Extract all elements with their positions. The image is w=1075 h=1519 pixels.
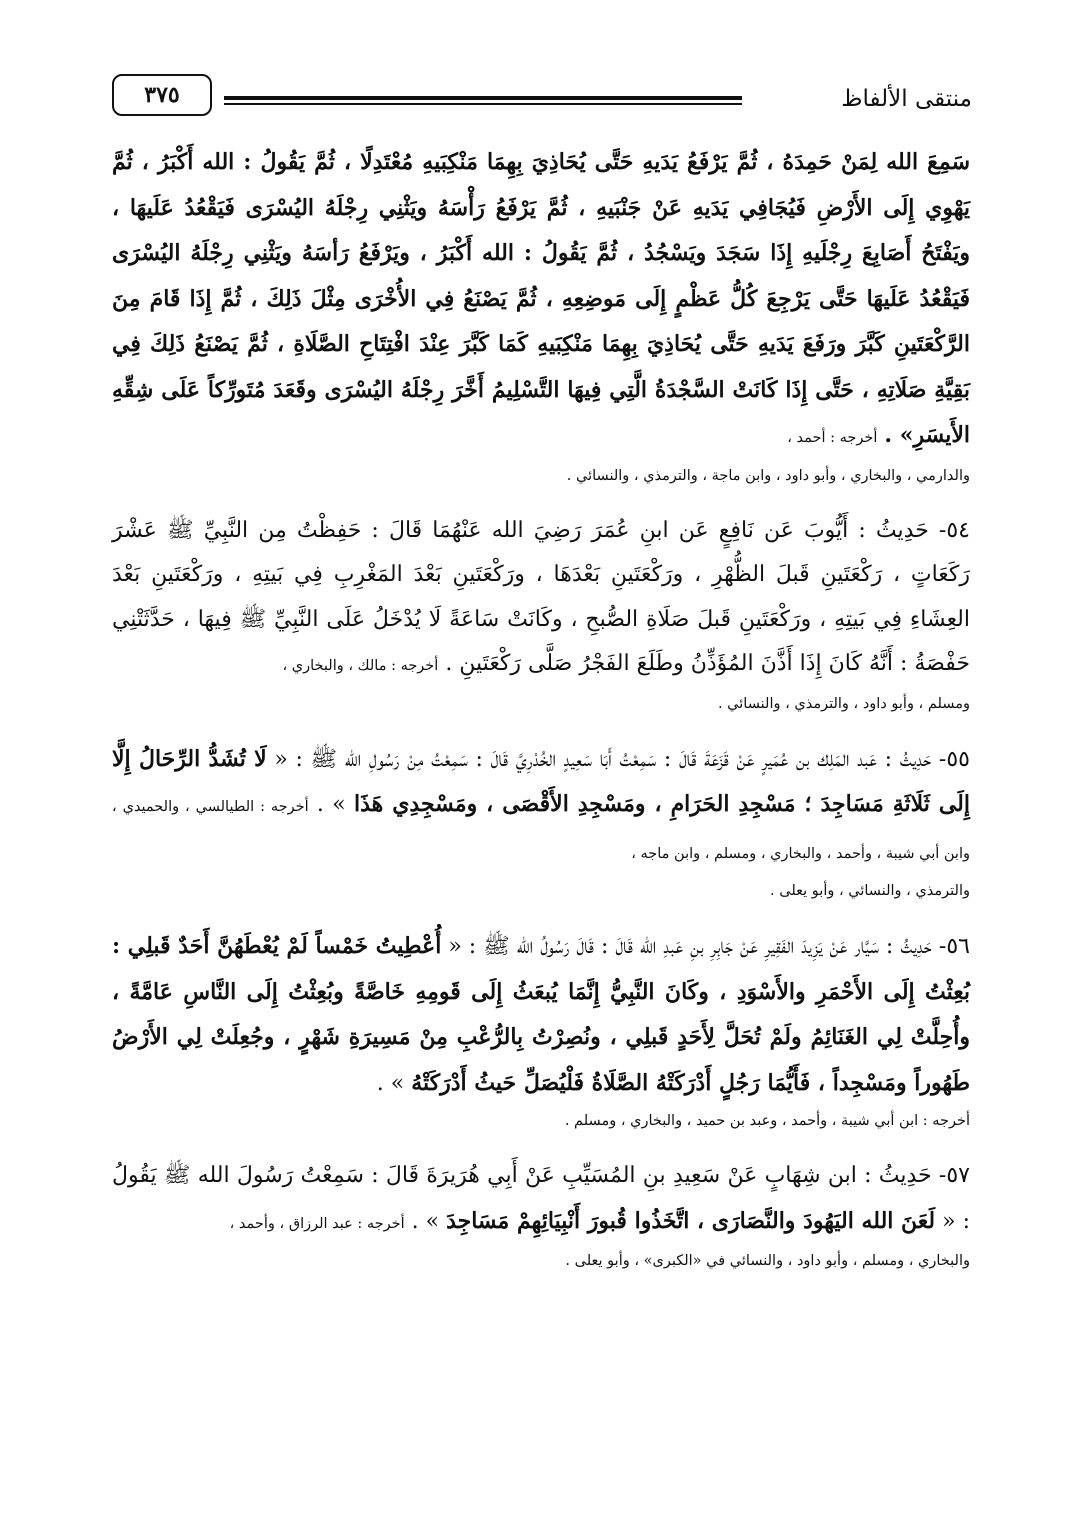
source-note-continued: والدارمي ، والبخاري ، وأبو داود ، وابن ماجة ، والترمذي ، والنسائي . [566,467,970,484]
hadith-56-intro: ٥٦- حَدِيثُ : سَيَّار عَنْ يَزِيدَ الفَقِيرِ عَنْ جَابِرِ بنِ عَبدِ الله قَالَ : قَالَ رَسُولُ الله ﷺ : « [448,934,970,959]
hadith-55-intro: ٥٥- حَدِيثُ : عَبد المَلِك بن عُمَيرٍ عَنْ قَزَعَةَ قَالَ : سَمِعْتُ أَبَا سَعِيدٍ الخُدْرِيَّ قَالَ : سَمِعْتُ مِنْ رَسُولِ الله ﷺ : « [274,746,970,772]
header-rule-thin [224,103,742,105]
hadith-54-source: أخرجه : مالك ، والبخاري ، [282,658,439,674]
hadith-54-text: ٥٤- حَدِيثُ : أَيُّوبَ عَن نَافِعٍ عَن ابنِ عُمَرَ رَضِيَ الله عَنْهُمَا قَالَ : حَفِظْتُ مِن النَّبِيِّ ﷺ عَشْرَ رَكَعَاتٍ ، رَكْعَتَينِ قَبلَ الظُّهْرِ ، ورَكْعَتَينِ بَعْدَهَا ، ورَكْعَتَينِ بَعْدَ المَغْرِبِ فِي بَيتِهِ ، ورَكْعَتَينِ بَعْدَ العِشَاءِ فِي بَيتِهِ ، ورَكْعَتَينِ قَبلَ صَلَاةِ الصُّبحِ ، وكَانَتْ سَاعَةً لَا يُدْخَلُ عَلَى النَّبِيِّ ﷺ فِيهَا ، حَدَّثَتْنِي حَفْصَةُ : أَنَّهُ كَانَ إِذَا أَذَّنَ المُؤَذِّنُ وطَلَعَ الفَجْرُ صَلَّى رَكْعَتَينِ . [112,517,970,676]
page-content [112,140,970,1286]
source-note: أخرجه : أحمد ، [787,430,878,446]
header-rule-thick [224,96,742,100]
hadith-54-source-continued: ومسلم ، وأبو داود ، والترمذي ، والنسائي . [717,695,970,712]
page-number: ٣٧٥ [144,82,180,108]
hadith-57 [112,1154,970,1246]
page-header [112,66,972,128]
hadith-55-quote: لَا تُشَدُّ الرِّحَالُ إِلَّا إِلَى ثَلَاثَةِ مَسَاجِدَ ؛ مَسْجِدِ الحَرَامِ ، ومَسْجِدِ الأَقْصَى ، ومَسْجِدِي هَذَا [112,745,970,817]
hadith-56-quote: أُعْطِيتُ خَمْساً لَمْ يُعْطَهُنَّ أَحَدٌ قَبلِي : بُعِثْتُ إِلَى الأَحْمَرِ والأَسْوَدِ ، وكَانَ النَّبِيُّ إِنَّمَا يُبعَثُ إِلَى قَومِهِ خَاصَّةً وبُعِثْتُ إِلَى النَّاسِ عَامَّةً ، وأُحِلَّتْ لِي الغَنَائِمُ ولَمْ تُحَلَّ لِأَحَدٍ قَبلِي ، ونُصِرْتُ بِالرُّعْبِ مِنْ مَسِيرَةِ شَهْرٍ ، وجُعِلَتْ لِي الأَرْضُ طَهُوراً ومَسْجِداً ، فَأَيُّمَا رَجُلٍ أَدْرَكَتْهُ الصَّلَاةُ فَلْيُصَلِّ حَيثُ أَدْرَكَتْهُ [112,933,970,1096]
hadith-55-source-continued: والترمذي ، والنسائي ، وأبو يعلى . [770,883,970,899]
hadith-56-close: » . [376,1070,405,1096]
hadith-54 [112,509,970,689]
paragraph-continued [112,140,970,461]
hadith-55-close: » . [316,792,346,817]
hadith-55 [112,737,970,877]
hadith-text-continued: سَمِعَ الله لِمَنْ حَمِدَهُ ، ثُمَّ يَرْفَعُ يَدَيهِ حَتَّى يُحَاذِيَ بِهِمَا مَنْكِبَيهِ مُعْتَدِلًا ، ثُمَّ يَقُولُ : الله أَكْبَرُ ، ثُمَّ يَهْوِي إِلَى الأَرْضِ فَيُجَافِي يَدَيهِ عَنْ جَنْبَيهِ ، ثُمَّ يَرْفَعُ رَأْسَهُ ويَثْنِي رِجْلَهُ اليُسْرَى فَيَقْعُدُ عَلَيهَا ، ويَفْتَحُ أَصَابِعَ رِجْلَيهِ إِذَا سَجَدَ ويَسْجُدُ ، ثُمَّ يَقُولُ : الله أَكْبَرُ ، ويَرْفَعُ رَأسَهُ ويَثْنِي رِجْلَهُ اليُسْرَى فَيَقْعُدُ عَلَيهَا حَتَّى يَرْجِعَ كُلُّ عَظْمٍ إِلَى مَوضِعِهِ ، ثُمَّ يَصْنَعُ فِي الأُخْرَى مِثْلَ ذَلِكَ ، ثُمَّ إِذَا قَامَ مِنَ الرَّكْعَتَينِ كَبَّرَ ورَفَعَ يَدَيهِ حَتَّى يُحَاذِيَ بِهِمَا مَنْكِبَيهِ كَمَا كَبَّرَ عِنْدَ افْتِتَاحِ الصَّلَاةِ ، ثُمَّ يَصْنَعُ ذَلِكَ فِي بَقِيَّةِ صَلَاتِهِ ، حَتَّى إِذَا كَانَتْ السَّجْدَةُ الَّتِي فِيهَا التَّسْلِيمُ أَخَّرَ رِجْلَهُ اليُسْرَى وقَعَدَ مُتَورِّكاً عَلَى شِقِّهِ الأَيسَرِ» . [112,149,970,448]
hadith-55-source: أخرجه : الطيالسي ، والحميدي ، وابن أبي شيبة ، وأحمد ، والبخاري ، ومسلم ، وابن ماجه ، [112,799,970,862]
hadith-57-source: أخرجه : عبد الرزاق ، وأحمد ، [229,1215,405,1232]
hadith-57-source-continued: والبخاري ، ومسلم ، وأبو داود ، والنسائي في «الكبرى» ، وأبو يعلى . [565,1253,970,1269]
hadith-56 [112,924,970,1106]
hadith-57-intro: ٥٧- حَدِيثُ : ابن شِهَابٍ عَنْ سَعِيدِ بنِ المُسَيِّبِ عَنْ أَبِي هُرَيرَةَ قَالَ : سَمِعْتُ رَسُولَ الله ﷺ يَقُولُ : « [112,1163,970,1234]
running-title: منتقى الألفاظ [841,86,972,112]
hadith-57-close: » . [411,1208,440,1234]
hadith-56-source: أخرجه : ابن أبي شيبة ، وأحمد ، وعبد بن حميد ، والبخاري ، ومسلم . [564,1113,970,1129]
page-number-box [112,74,212,116]
hadith-57-quote: لَعَنَ الله اليَهُودَ والنَّصَارَى ، اتَّخَذُوا قُبورَ أَنْبِيَائِهِمْ مَسَاجِدَ [446,1207,936,1234]
